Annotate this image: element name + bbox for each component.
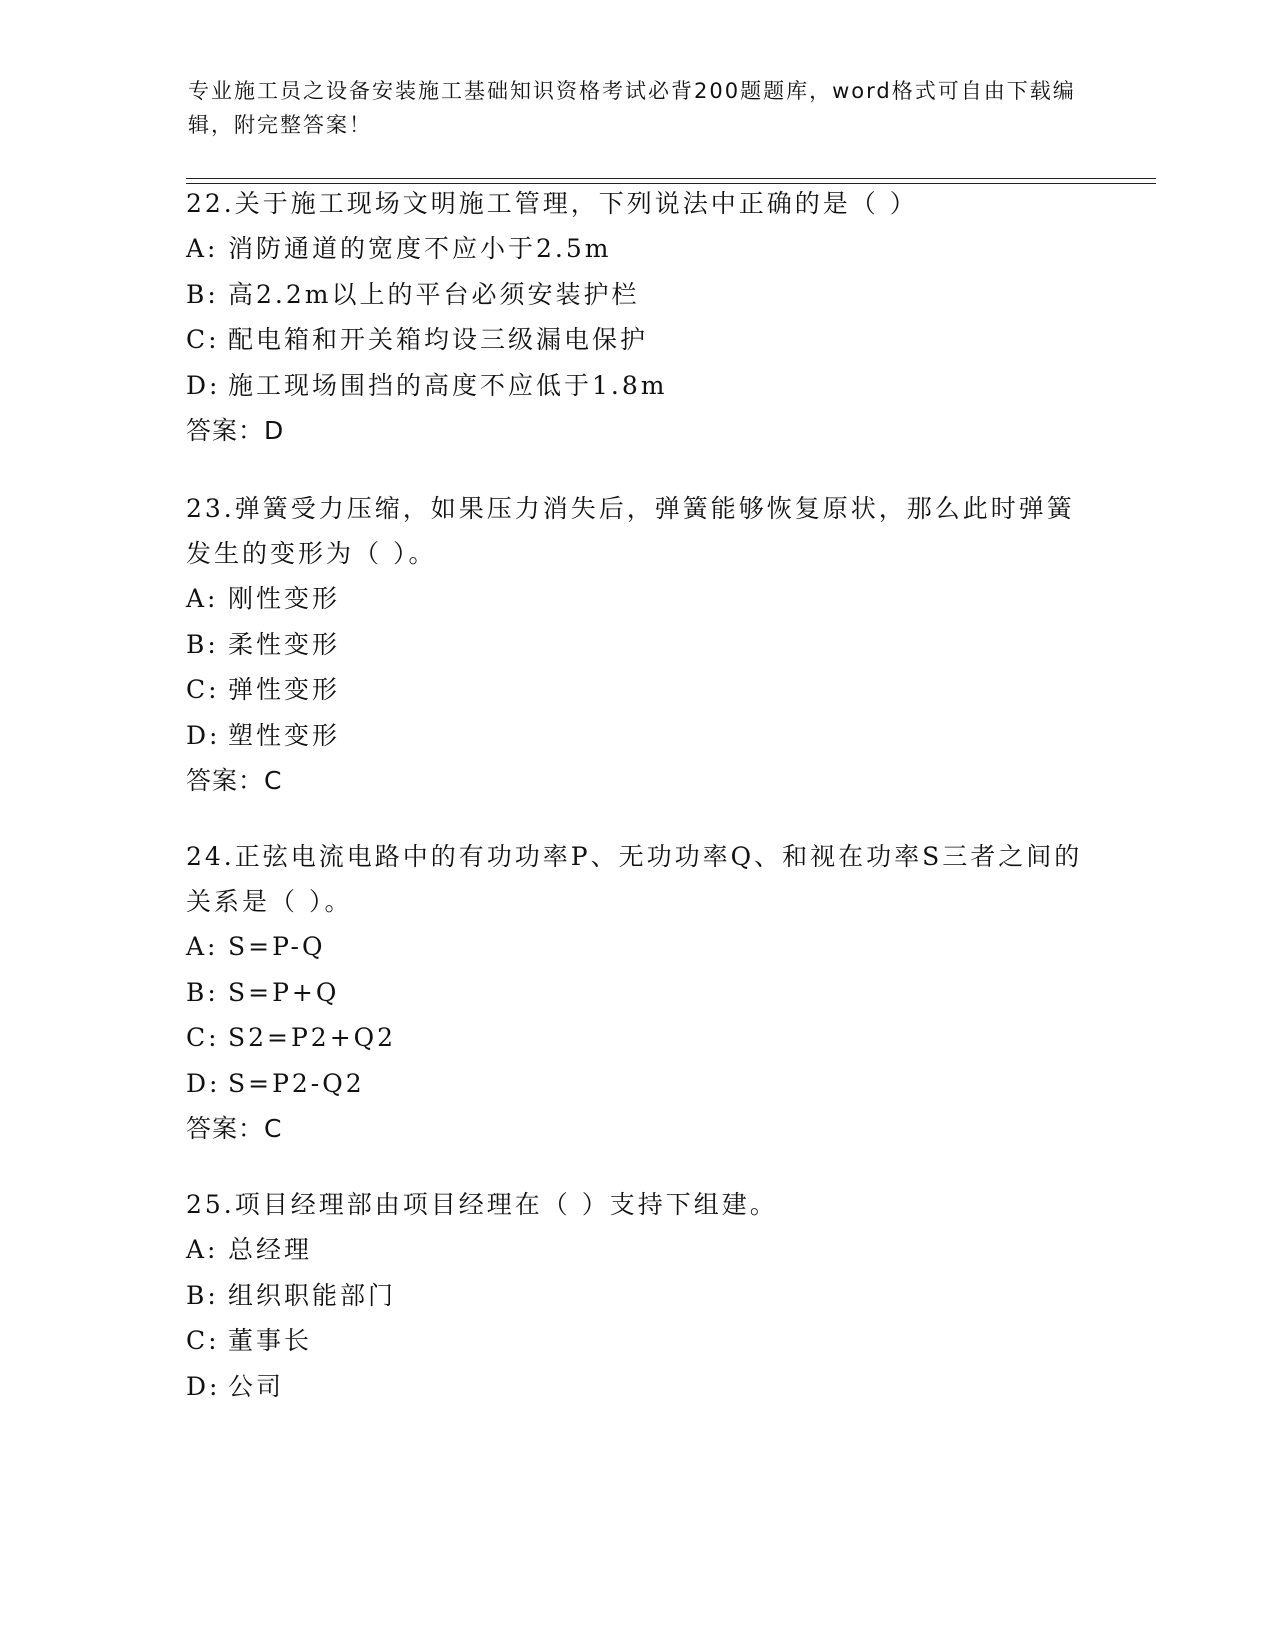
option-b xyxy=(186,970,1086,1016)
option-key: B: xyxy=(186,279,219,309)
answer-line: 答案：D xyxy=(186,416,285,445)
option-key: C: xyxy=(186,675,220,704)
option-a xyxy=(186,576,1086,622)
option-c xyxy=(186,1015,1086,1061)
option-text: 高2.2m以上的平台必须安装护栏 xyxy=(228,279,640,309)
option-key: A: xyxy=(186,932,219,961)
question-25 xyxy=(186,1182,1086,1409)
option-b xyxy=(186,272,1086,318)
question-stem: 22.关于施工现场文明施工管理，下列说法中正确的是（ ） xyxy=(186,189,918,218)
option-b xyxy=(186,622,1086,668)
option-key: C: xyxy=(186,1326,220,1355)
option-text: S=P2-Q2 xyxy=(228,1068,365,1098)
option-text: 总经理 xyxy=(228,1235,313,1264)
option-c xyxy=(186,1318,1086,1364)
option-b xyxy=(186,1273,1086,1319)
option-d xyxy=(186,713,1086,759)
option-text: 配电箱和开关箱均设三级漏电保护 xyxy=(228,325,649,354)
option-text: 消防通道的宽度不应小于2.5m xyxy=(228,234,612,263)
option-key: C: xyxy=(186,1023,220,1052)
option-text: 董事长 xyxy=(228,1326,313,1355)
option-text: 刚性变形 xyxy=(228,584,341,613)
option-key: B: xyxy=(186,629,219,659)
option-key: D: xyxy=(186,370,221,400)
question-stem: 24.正弦电流电路中的有功功率P、无功功率Q、和视在功率S三者之间的关系是（ ）。 xyxy=(186,842,1083,916)
option-c xyxy=(186,317,1086,363)
option-key: A: xyxy=(186,234,219,263)
option-a xyxy=(186,226,1086,272)
option-key: D: xyxy=(186,720,221,750)
option-a xyxy=(186,1227,1086,1273)
option-key: A: xyxy=(186,1235,219,1264)
question-23 xyxy=(186,486,1086,803)
question-24 xyxy=(186,834,1086,1151)
option-d xyxy=(186,1364,1086,1410)
option-d xyxy=(186,363,1086,409)
option-key: A: xyxy=(186,584,219,613)
option-text: S=P-Q xyxy=(228,932,326,961)
option-text: 柔性变形 xyxy=(228,629,341,659)
option-d xyxy=(186,1061,1086,1107)
option-a xyxy=(186,924,1086,970)
option-key: C: xyxy=(186,325,220,354)
option-key: D: xyxy=(186,1371,221,1401)
option-text: 弹性变形 xyxy=(228,675,341,704)
question-stem: 23.弹簧受力压缩，如果压力消失后，弹簧能够恢复原状，那么此时弹簧发生的变形为（ ）。 xyxy=(186,494,1075,568)
option-text: 塑性变形 xyxy=(228,720,341,750)
option-text: 施工现场围挡的高度不应低于1.8m xyxy=(228,370,668,400)
option-c xyxy=(186,667,1086,713)
option-text: 公司 xyxy=(228,1371,285,1401)
option-key: B: xyxy=(186,977,219,1007)
question-stem: 25.项目经理部由项目经理在（ ）支持下组建。 xyxy=(186,1190,778,1219)
option-key: D: xyxy=(186,1068,221,1098)
option-text: 组织职能部门 xyxy=(228,1280,397,1310)
option-text: S=P+Q xyxy=(228,977,340,1007)
option-key: B: xyxy=(186,1280,219,1310)
answer-line: 答案：C xyxy=(186,1114,283,1143)
question-22 xyxy=(186,181,1086,453)
answer-line: 答案：C xyxy=(186,766,283,795)
option-text: S2=P2+Q2 xyxy=(228,1023,397,1052)
document-header-title: 专业施工员之设备安装施工基础知识资格考试必背200题题库，word格式可自由下载编辑，附完整答案！ xyxy=(188,79,1076,137)
